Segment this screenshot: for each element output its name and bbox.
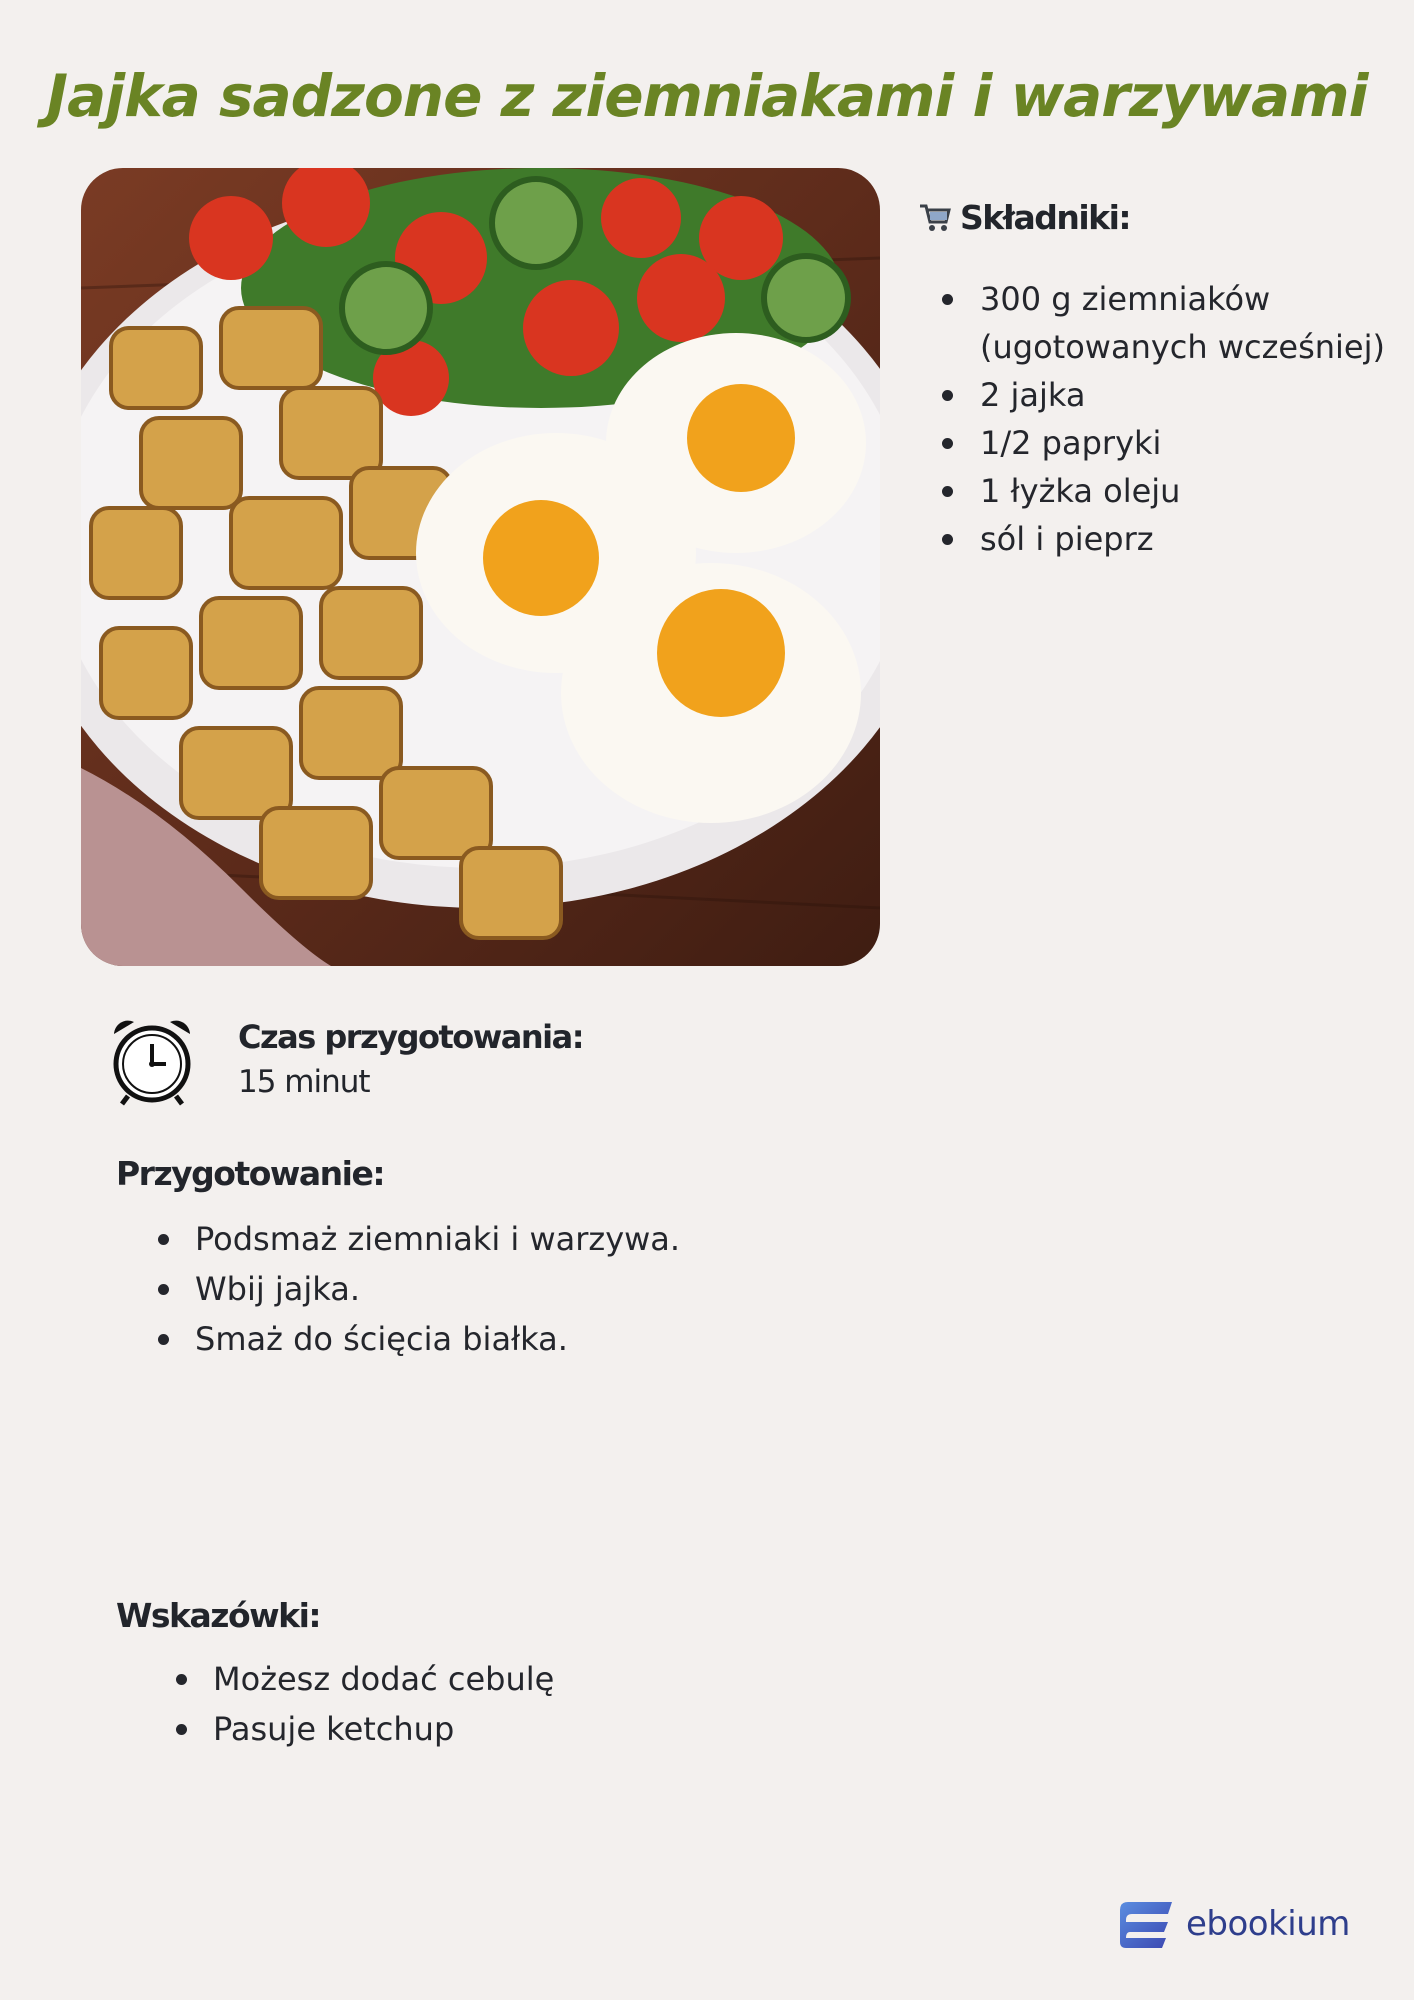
alarm-clock-icon	[104, 1012, 200, 1108]
recipe-title: Jajka sadzone z ziemniakami i warzywami	[46, 62, 1368, 130]
preparation-step: Smaż do ścięcia białka.	[116, 1314, 680, 1364]
ingredient-item-continuation: (ugotowanych wcześniej)	[980, 328, 1385, 366]
tips-heading: Wskazówki:	[116, 1596, 321, 1635]
ebookium-logo-icon	[1118, 1898, 1176, 1950]
shopping-cart-icon	[918, 202, 952, 234]
brand-logo	[1118, 1896, 1378, 1952]
tips-list	[134, 1654, 554, 1754]
ingredients-section	[918, 198, 1388, 563]
ingredient-item: 1/2 papryki	[918, 419, 1388, 467]
preparation-step: Wbij jajka.	[116, 1264, 680, 1314]
ingredient-item: sól i pieprz	[918, 515, 1388, 563]
prep-time-block	[104, 1012, 804, 1112]
ingredient-item: 1 łyżka oleju	[918, 467, 1388, 515]
ingredients-heading	[918, 198, 1388, 237]
prep-time-label: Czas przygotowania:	[238, 1018, 584, 1056]
ingredients-heading-text: Składniki:	[960, 198, 1131, 237]
preparation-step: Podsmaż ziemniaki i warzywa.	[116, 1214, 680, 1264]
ingredient-item: 300 g ziemniaków	[918, 275, 1388, 323]
tip-item: Możesz dodać cebulę	[134, 1654, 554, 1704]
prep-time-value: 15 minut	[238, 1064, 370, 1100]
recipe-photo	[81, 168, 880, 966]
tip-item: Pasuje ketchup	[134, 1704, 554, 1754]
preparation-heading: Przygotowanie:	[116, 1154, 385, 1193]
preparation-steps	[116, 1214, 680, 1364]
brand-name: ebookium	[1186, 1904, 1350, 1944]
ingredients-list	[918, 275, 1388, 563]
ingredient-item: 2 jajka	[918, 371, 1388, 419]
